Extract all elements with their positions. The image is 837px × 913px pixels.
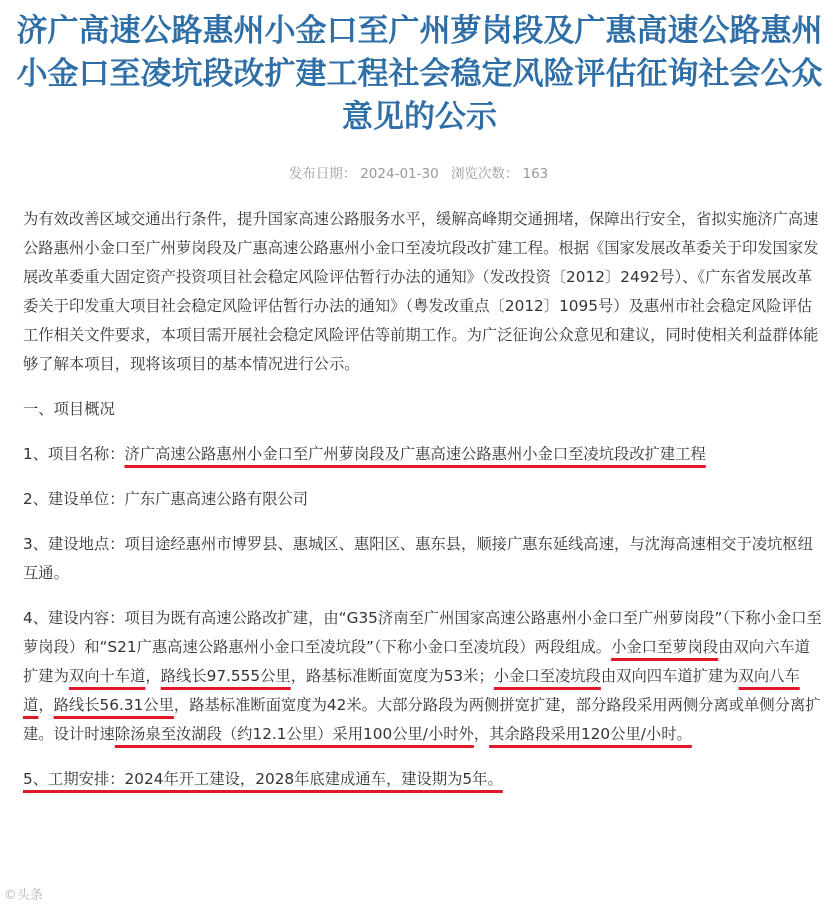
content-text: 由双向四车道扩建为 — [600, 667, 739, 685]
publish-date — [287, 166, 441, 182]
item-content — [23, 604, 823, 749]
item-label: 3、建设地点： — [23, 535, 125, 553]
highlight-segment: 双向八车道 — [23, 667, 800, 714]
item-label: 1、项目名称： — [23, 445, 125, 463]
content-text: ，路基标准断面宽度为42米。大部分路段为两侧拼宽扩建，部分路段采用两侧分离或单侧分离扩建。设计时速 — [23, 696, 821, 743]
highlight-segment: 双向十车道 — [68, 667, 146, 685]
article-body — [23, 205, 823, 810]
page-title: 济广高速公路惠州小金口至广州萝岗段及广惠高速公路惠州小金口至凌坑段改扩建工程社会稳定风险评估征询社会公众意见的公示 — [16, 13, 823, 135]
view-count-label: 浏览次数： — [450, 166, 519, 182]
content-text: ， — [38, 696, 54, 714]
publish-date-value: 2024-01-30 — [360, 166, 439, 182]
schedule-value: 2024年开工建设，2028年底建成通车，建设期为5年。 — [124, 770, 503, 788]
highlight-segment: 小金口至凌坑段 — [493, 667, 601, 685]
publish-date-label: 发布日期： — [288, 166, 357, 182]
location-value: 项目途经惠州市博罗县、惠城区、惠阳区、惠东县，顺接广惠东延线高速，与沈海高速相交于凌坑枢纽互通。 — [23, 535, 813, 582]
content-text: ，路基标准断面宽度为53米； — [290, 667, 494, 685]
article-meta — [0, 162, 837, 182]
content-text: ， — [473, 725, 490, 743]
item-label: 5、工期安排： — [23, 770, 125, 788]
item-label: 2、建设单位： — [23, 490, 125, 508]
view-count — [449, 166, 550, 182]
highlight-segment: 路线长97.555公里 — [160, 667, 291, 685]
project-name-value: 济广高速公路惠州小金口至广州萝岗段及广惠高速公路惠州小金口至凌坑段改扩建工程 — [124, 445, 706, 463]
item-location — [23, 530, 823, 588]
content-text: 由双向六车道扩建为 — [23, 638, 810, 685]
highlight-segment: 路线长56.31公里 — [53, 696, 174, 714]
highlight-segment: 除汤泉至汝湖段（约12.1公里）采用100公里/小时外 — [114, 725, 474, 743]
builder-value: 广东广惠高速公路有限公司 — [124, 490, 309, 508]
content-text: 项目为既有高速公路改扩建，由“G35济南至广州国家高速公路惠州小金口至广州萝岗段”（下称小金口至萝岗段）和“S21广惠高速公路惠州小金口至凌坑段”（下称小金口至凌坑段）两段组成。 — [23, 609, 822, 656]
item-builder — [23, 485, 823, 514]
content-text: ， — [145, 667, 161, 685]
intro-paragraph: 为有效改善区域交通出行条件，提升国家高速公路服务水平，缓解高峰期交通拥堵，保障出行安全，省拟实施济广高速公路惠州小金口至广州萝岗段及广惠高速公路惠州小金口至凌坑段改扩建工程。根据《国家发展改革委关于印发国家发展改革委重大固定资产投资项目社会稳定风险评估暂行办法的通知》（发改投资〔2012〕2492号）、《广东省发展改革委关于印发重大项目社会稳定风险评估暂行办法的通知》（粤发改重点〔2012〕1095号）及惠州市社会稳定风险评估工作相关文件要求，本项目需开展社会稳定风险评估等前期工作。为广泛征询公众意见和建议，同时使相关利益群体能够了解本项目，现将该项目的基本情况进行公示。 — [23, 210, 819, 373]
section-heading: 一、项目概况 — [23, 400, 115, 418]
item-label: 4、建设内容： — [23, 609, 125, 627]
highlight-segment: 其余路段采用120公里/小时。 — [489, 725, 692, 743]
watermark: ©头条 — [4, 888, 44, 903]
item-project-name — [23, 440, 823, 469]
highlight-segment: 小金口至萝岗段 — [611, 638, 719, 656]
view-count-value: 163 — [522, 166, 549, 182]
item-schedule — [23, 765, 823, 794]
